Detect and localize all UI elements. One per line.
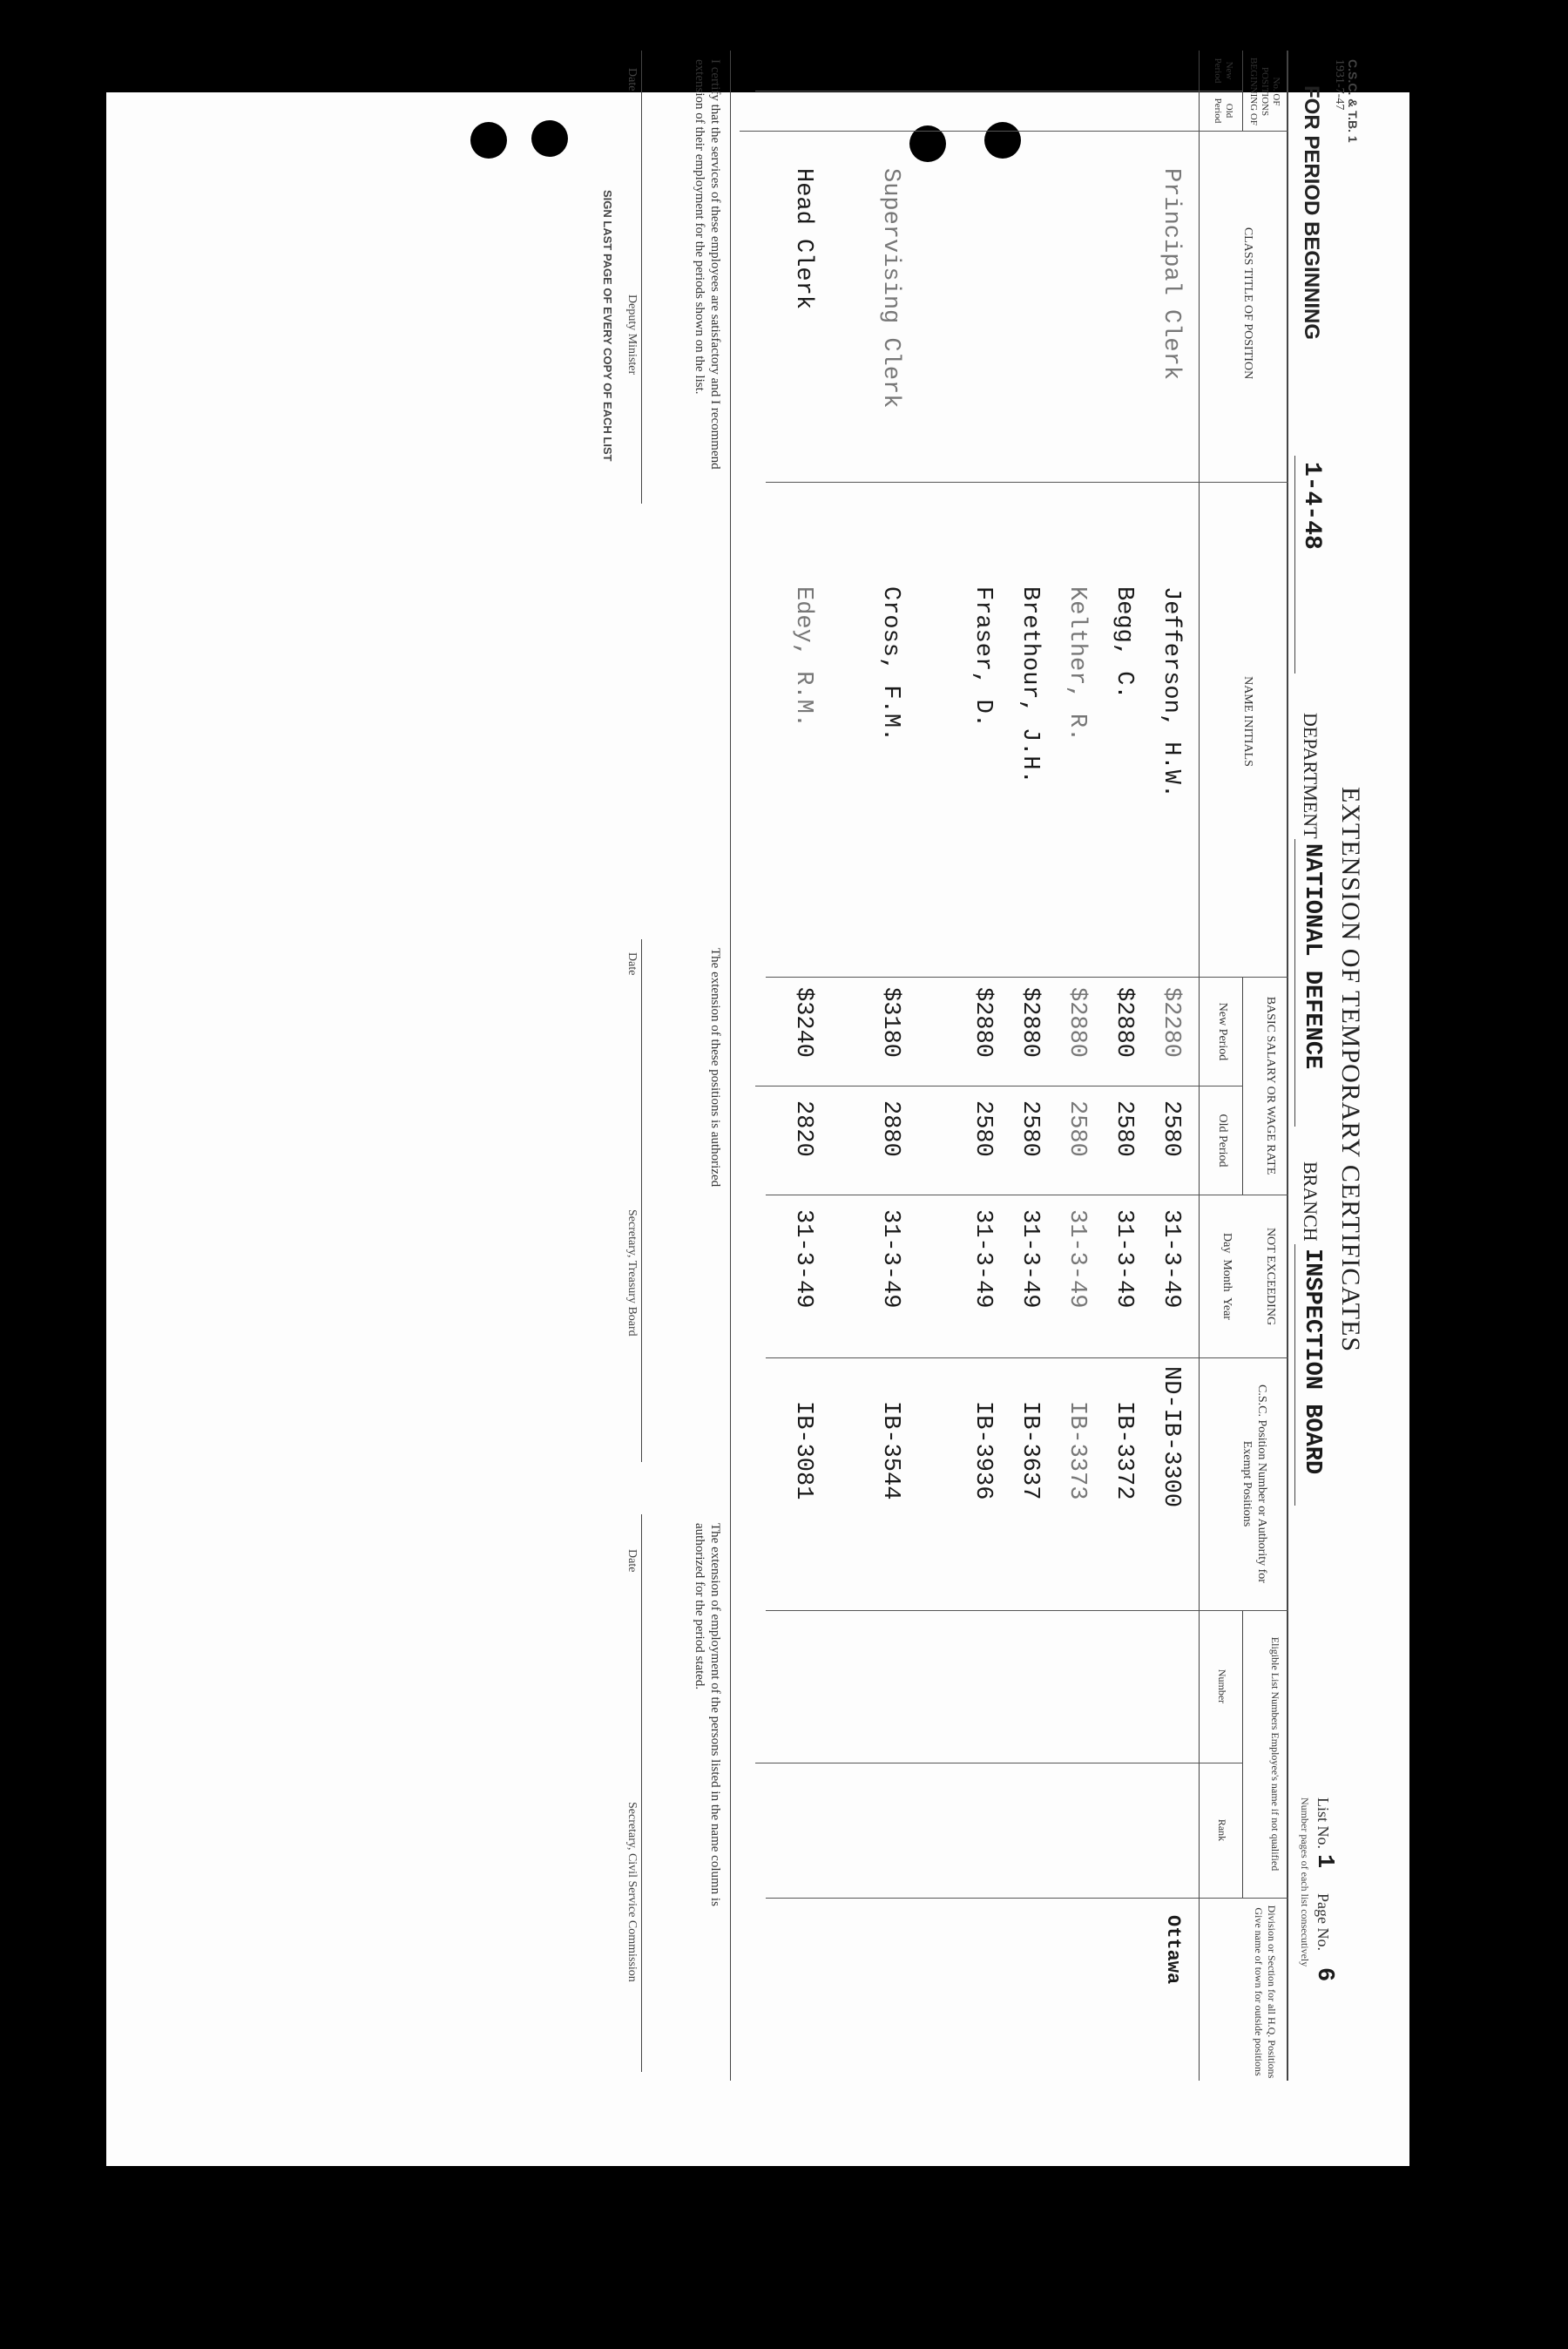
header-class-title: CLASS TITLE OF POSITION	[1241, 227, 1254, 380]
salary-new: $2880	[970, 987, 996, 1059]
employee-name: Fraser, D.	[970, 586, 996, 728]
col-divider	[766, 977, 1288, 978]
col-divider	[740, 131, 1288, 132]
page-no-value: 6	[1311, 1967, 1337, 1982]
header-bottom-border	[1199, 51, 1200, 2081]
not-exceeding-date: 31-3-49	[1017, 1209, 1043, 1309]
header-day-month-year: Day Month Year	[1220, 1233, 1233, 1320]
department-underline	[1294, 839, 1295, 1127]
treasury-authorized-text: The extension of these positions is authorized	[708, 948, 722, 1188]
header-eligible: Eligible List Numbers Employee's name if not qualified	[1269, 1636, 1281, 1872]
header-eligible-rank: Rank	[1216, 1818, 1228, 1842]
csc-position-number: IB-3373	[1064, 1401, 1090, 1500]
period-underline	[1294, 456, 1295, 674]
csc-position-number: IB-3637	[1017, 1401, 1043, 1500]
branch-label: BRANCH	[1300, 1161, 1321, 1242]
sign-last-page-note: SIGN LAST PAGE OF EVERY COPY OF EACH LIST	[601, 190, 614, 462]
col-divider	[766, 1610, 1288, 1611]
rotated-form	[107, 51, 1365, 2081]
class-title-supervising-clerk: Supervising Clerk	[877, 168, 903, 409]
salary-old: 2580	[1064, 1100, 1090, 1157]
not-exceeding-date: 31-3-49	[1064, 1209, 1090, 1309]
csc-position-number: IB-3936	[970, 1401, 996, 1500]
certify-text-line1: I certify that the services of these employees are satisfactory and I recommend	[708, 59, 722, 470]
salary-new: $3180	[877, 987, 903, 1059]
employee-name: Begg, C.	[1111, 586, 1137, 700]
header-positions: No. OF POSITIONS BEGINNING OF	[1248, 58, 1281, 125]
col-divider	[766, 1357, 1288, 1358]
csc-date-label: Date	[625, 1549, 639, 1573]
csc-position-number: ND-IB-3300	[1158, 1366, 1184, 1508]
form-edition: 1931-7-47	[1333, 59, 1346, 111]
branch-value: INSPECTION BOARD	[1299, 1249, 1325, 1475]
header-name: NAME INITIALS	[1241, 676, 1254, 767]
form-title: EXTENSION OF TEMPORARY CERTIFICATES	[1336, 787, 1365, 1353]
class-title-principal-clerk: Principal Clerk	[1158, 168, 1184, 381]
csc-authorized-text-line1: The extension of employment of the persons listed in the name column is	[708, 1523, 722, 1906]
salary-new: $3240	[790, 987, 816, 1059]
division-location: Ottawa	[1162, 1915, 1184, 1985]
employee-name: Cross, F.M.	[877, 586, 903, 742]
csc-position-number: IB-3372	[1111, 1401, 1137, 1500]
salary-new: $2880	[1111, 987, 1137, 1059]
header-not-exceeding: NOT EXCEEDING	[1264, 1227, 1277, 1326]
employee-name: Kelther, R.	[1064, 586, 1090, 742]
page-note: Number pages of each list consecutively	[1299, 1797, 1311, 1967]
header-csc-position: C.S.C. Position Number or Authority for Exempt Positions	[1240, 1384, 1268, 1583]
list-no-label: List No.	[1315, 1797, 1332, 1850]
not-exceeding-date: 31-3-49	[877, 1209, 903, 1309]
csc-position-number: IB-3544	[877, 1401, 903, 1500]
header-new-period: New Period	[1213, 58, 1234, 84]
csc-signature-line	[641, 1514, 642, 2072]
department-label: DEPARTMENT	[1300, 713, 1321, 839]
not-exceeding-date: 31-3-49	[1158, 1209, 1184, 1309]
salary-new: $2880	[1064, 987, 1090, 1059]
eligible-subheader-line	[1242, 1610, 1243, 1898]
class-title-head-clerk: Head Clerk	[790, 168, 816, 310]
salary-old: 2580	[1158, 1100, 1184, 1157]
csc-sign-label: Secretary, Civil Service Commission	[625, 1802, 639, 1982]
employee-name: Edey, R.M.	[790, 586, 816, 728]
employee-name: Jefferson, H.W.	[1158, 586, 1184, 799]
department-value: NATIONAL DEFENCE	[1299, 843, 1325, 1070]
signature-line	[641, 51, 642, 504]
header-eligible-number: Number	[1216, 1669, 1228, 1704]
deputy-minister-label: Deputy Minister	[625, 294, 639, 376]
employee-name: Brethour, J.H.	[1017, 586, 1043, 784]
salary-old: 2580	[1017, 1100, 1043, 1157]
page-no-label: Page No.	[1315, 1893, 1332, 1951]
header-salary-new: New Period	[1216, 1002, 1229, 1061]
not-exceeding-date: 31-3-49	[790, 1209, 816, 1309]
treasury-signature-line	[641, 939, 642, 1462]
header-division: Division or Section for all H.Q. Positions Give name of town for outside positions	[1253, 1905, 1278, 2079]
salary-old: 2580	[1111, 1100, 1137, 1157]
not-exceeding-date: 31-3-49	[970, 1209, 996, 1309]
form-code: C.S.C. & T.B. 1	[1346, 59, 1360, 143]
salary-old: 2580	[970, 1100, 996, 1157]
period-value: 1-4-48	[1298, 462, 1325, 550]
csc-authorized-text-line2: authorized for the period stated.	[693, 1523, 706, 1690]
col-divider	[766, 482, 1288, 483]
salary-new: $2280	[1158, 987, 1184, 1059]
footer-top-border	[730, 51, 731, 2081]
header-salary: BASIC SALARY OR WAGE RATE	[1264, 996, 1277, 1175]
csc-position-number: IB-3081	[790, 1401, 816, 1500]
treasury-date-label: Date	[625, 952, 639, 976]
certify-text-line2: extension of their employment for the periods shown on the list.	[693, 59, 706, 395]
salary-old: 2880	[877, 1100, 903, 1157]
period-label: FOR PERIOD BEGINNING	[1300, 85, 1323, 341]
treasury-board-sign-label: Secretary, Treasury Board	[625, 1209, 639, 1337]
salary-new: $2880	[1017, 987, 1043, 1059]
header-salary-old: Old Period	[1216, 1114, 1229, 1168]
table-top-border	[1287, 51, 1288, 2081]
certify-date-label: Date	[625, 68, 639, 91]
not-exceeding-date: 31-3-49	[1111, 1209, 1137, 1309]
branch-underline	[1294, 1244, 1295, 1506]
col-divider	[766, 1898, 1288, 1899]
salary-old: 2820	[790, 1100, 816, 1157]
list-no-value: 1	[1311, 1854, 1337, 1869]
header-old-period: Old Period	[1213, 98, 1234, 124]
